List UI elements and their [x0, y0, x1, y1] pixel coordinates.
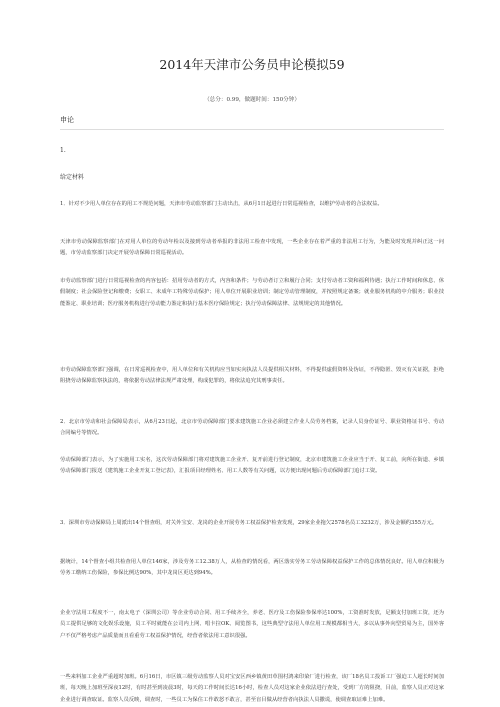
paragraph-9: 企业守法用工程度不一，南太电子（深圳公司）等企业劳动合同、用工手续齐全，养老、医疗及工伤保险参保率达100%，工资准时发放，足额支付加班工资，还为员工提供足够的文化娱乐设施，员工平时就能在公司内上网、唱卡拉OK、阅览图书，这些典型守法用人单位用工规模都相当大，多以从事外向型贸易为主，国外客户不仅严格考虑产品质量而且看重劳工权益保护情况，经营者依法用工意识很强。 [60, 610, 444, 639]
paragraph-7: 3．深圳市劳动保障局上周派出14个督查组，对关外宝安、龙岗的企业开展劳务工权益保护检查发现，29家企业拖欠2578名员工3232万，涉及金额约355万元。 [60, 520, 438, 526]
section-divider [60, 129, 444, 130]
paragraph-8: 据统计，14个督查小组共检查用人单位146家，涉及劳务工12.38万人，从检查的情况看，两区落实劳务工劳动保障权益保护工作的总体情况良好。用人单位积极为劳务工缴纳工伤保险，参保比例达90%，其中龙岗区更达到94%。 [60, 559, 444, 577]
document-title: 2014年天津市公务员申论模拟59 [159, 57, 345, 72]
paragraph-2: 天津市劳动保障监察部门在对用人单位的劳动年检以及接到劳动者举报的非法用工检查中发现，一些企业存在着严重的非法用工行为，为能及时发现并纠正这一问题，市劳动监察部门决定开展劳动保障日常巡视活动。 [60, 239, 444, 257]
exam-meta: （总分：0.99，做题时间：150分钟） [204, 97, 300, 103]
paragraph-5: 2．北京市劳动和社会保障局表示，从6月23日起，北京市劳动保障部门要求建筑施工企业必须建立作业人员劳务档案，记录人员身份证号、职业资格证书号、劳动合同编号等情况。 [60, 419, 444, 437]
question-number: 1. [60, 147, 66, 154]
section-heading: 申论 [60, 116, 74, 124]
paragraph-4: 市劳动保障监察部门强调，在日常巡视检查中，用人单位和有关机构应当如实向执法人员提供相关材料，不得提供虚假资料及伪证，不得隐匿、毁灭有关证据，拒绝阻挠劳动保障监察执法的，将依据劳动法律法规严肃处理，构成犯罪的，将依法追究其刑事责任。 [60, 367, 444, 385]
paragraph-3: 市劳动监察部门进行日常巡视检查的内容包括：招用劳动者的方式，内容和条件；与劳动者订立和履行合同；支付劳动者工资和福利待遇；执行工作时间和休息、休假制度；社会保险登记和缴费；女职工、未成年工特殊劳动保护；用人单位开展职业培训；制定劳动管理制度，并按照规定备案；就业服务机构的中介服务；职业技能鉴定、职业培训；医疗服务机构进行劳动能力鉴定和执行基本医疗保险规定；执行劳动保障法律、法规规定的其他情况。 [60, 278, 444, 307]
paragraph-6: 劳动保障部门表示，为了实施用工实名，这次劳动保障部门将对建筑施工企业开、复开前进行登记制度，北京市建筑施工企业应当于开、复工前，向所在街道、乡镇劳动保障部门报送《建筑施工企业开复工登记表》，汇报项目经理姓名、用工人数等有关问题，以方便出现问题后劳动保障部门追讨工资。 [60, 457, 444, 475]
paragraph-10: 一些来料加工企业严重超时加班。6月16日，市区镇三级劳动监察人员对宝安区西乡镇黄田草围村鸿来印染厂进行检查，该厂18名员工投诉工厂强迫工人超长时间加班，每天晚上加班至深夜12时，有时甚至到凌晨3时，每天的工作时间长达16小时，检查人员对这家企业依法进行查处，受到厂方的阻挠，目前，监察人员正对这家企业进行调查取证。监察人员反映，调查时，一些员工为保住工作敢怒不敢言，甚至盲目做从经营者向执法人员撒谎，使调查取证难上加难。 [60, 674, 444, 703]
paragraph-1: 1．针对不少用人单位存在的用工不规范问题，天津市劳动监察部门主动出击，从6月1日起进行日常巡视检查，以维护劳动者的合法权益。 [60, 201, 383, 207]
materials-label: 给定材料 [60, 174, 85, 181]
